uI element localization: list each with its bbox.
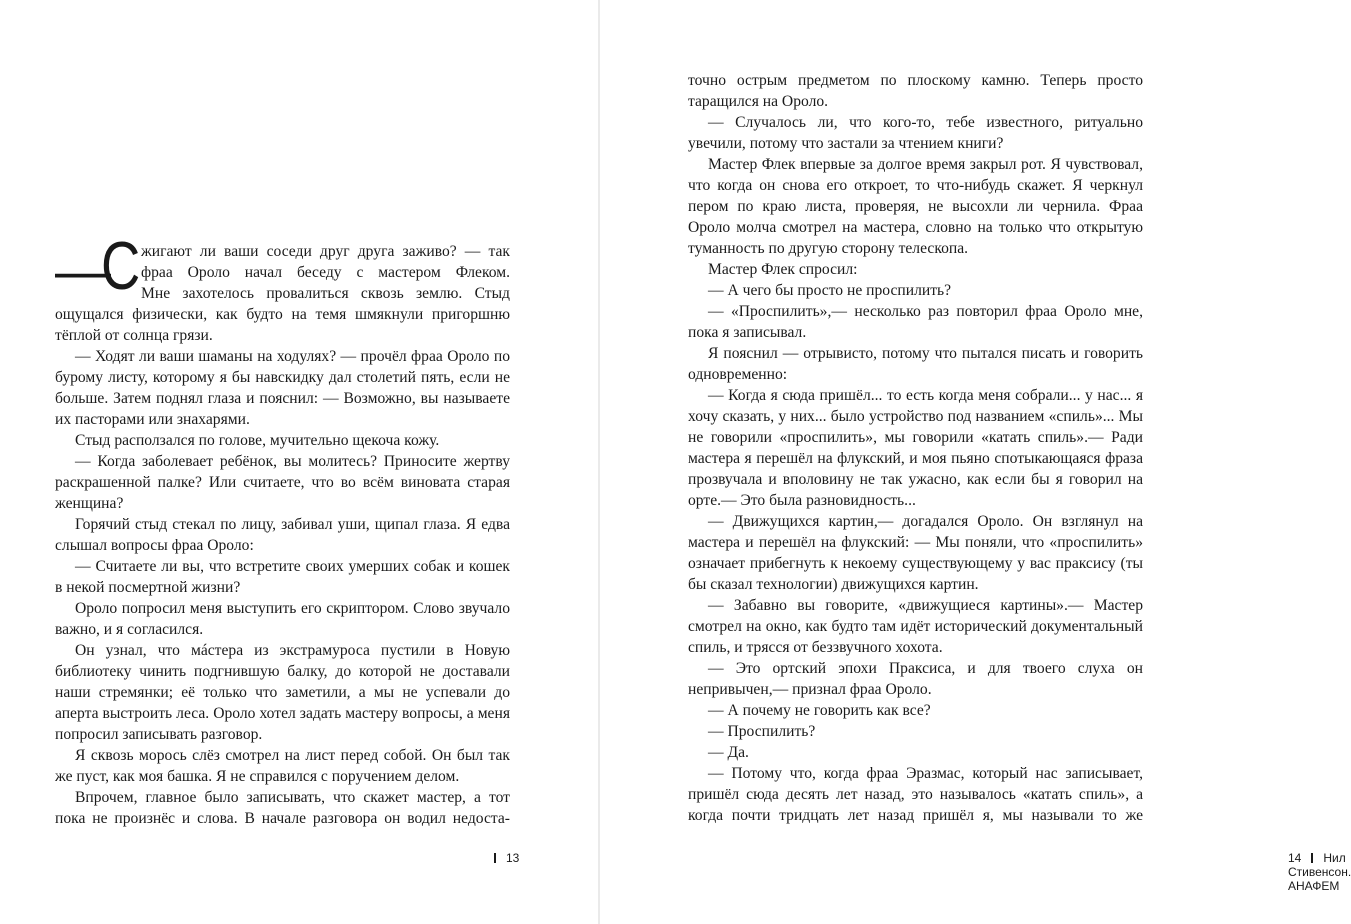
left-page-folio (484, 851, 519, 865)
dropcap-letter: С (101, 228, 141, 304)
dropcap-line-3: Мне захотелось провалиться сквозь землю. Стыд (141, 285, 510, 302)
paragraph: Он узнал, что мáстера из экстрамуроса пустили в Новую библиотеку чинить подгнившую балку, до которой не доставали наши стремянки; её только что заметили, а мы не успевали до аперта выстроить леса. Ороло хотел задать мастеру вопросы, а меня попросил записывать разговор. (55, 642, 510, 743)
dropcap-line-2: фраа Ороло начал беседу с мастером Флеком. (141, 264, 510, 281)
right-page-text (688, 70, 1143, 826)
left-page (0, 0, 598, 924)
paragraph: — Движущихся картин,— догадался Ороло. Он взглянул на мастера и перешёл на флукский: — Мы поняли, что «проспилить» означает прибегнуть к некоему существующему у вас праксису (ты бы сказал технологии) движущихся картин. (688, 513, 1143, 593)
left-page-text (55, 228, 510, 829)
paragraph: Я пояснил — отрывисто, потому что пытался писать и говорить одновременно: (688, 345, 1143, 383)
page-number: 14 (1288, 851, 1302, 865)
paragraph: Впрочем, главное было записывать, что скажет мастер, а тот пока не произнёс и слова. В начале разговора он водил недоста- (55, 789, 510, 827)
paragraph: — Когда я сюда пришёл... то есть когда меня собрали... у нас... я хочу сказать, у них... было устройство под названием «спиль»... Мы не говорили «проспилить», мы говорили «катать спиль».— Ради мастера я перешёл на флукский, и моя пьяно спотыкающаяся фраза прозвучала и вполовину не так ужасно, как если бы я говорил на орте.— Это была разновидность... (688, 387, 1143, 509)
paragraph: — Да. (708, 744, 749, 761)
paragraph: Стыд расползался по голове, мучительно щекоча кожу. (75, 432, 440, 449)
paragraph: — Забавно вы говорите, «движущиеся картины».— Мастер смотрел на окно, как будто там идёт исторический документальный спиль, и трясся от беззвучного хохота. (688, 597, 1143, 656)
right-page-folio (1288, 851, 1351, 893)
paragraph-continuation: ощущался физически, как будто на темя шмякнули пригоршню тёплой от солнца грязи. (55, 306, 510, 344)
paragraph: — Случалось ли, что кого-то, тебе известного, ритуально увечили, потому что застали за чтением книги? (688, 114, 1143, 152)
paragraph: Ороло попросил меня выступить его скриптором. Слово звучало важно, и я согласился. (55, 600, 510, 638)
paragraph: — Ходят ли ваши шаманы на ходулях? — прочёл фраа Ороло по бурому листу, которому я бы навскидку дал столетий пять, если не больше. Затем поднял глаза и пояснил: — Возможно, вы называете их пасторами или знахарями. (55, 348, 510, 428)
paragraph-continuation: точно острым предметом по плоскому камню. Теперь просто таращился на Ороло. (688, 72, 1143, 110)
paragraph: — Когда заболевает ребёнок, вы молитесь? Приносите жертву раскрашенной палке? Или считаете, что во всём виновата старая женщина? (55, 453, 510, 512)
paragraph: — Потому что, когда фраа Эразмас, который нас записывает, пришёл сюда десять лет назад, это называлось «катать спиль», а когда почти тридцать лет назад пришёл я, мы называли то же (688, 765, 1143, 824)
paragraph: — А чего бы просто не проспилить? (708, 282, 952, 299)
paragraph: Мастер Флек впервые за долгое время закрыл рот. Я чувствовал, что когда он снова его откроет, то что-нибудь скажет. Я черкнул пером по краю листа, проверяя, не высохли ли чернила. Фраа Ороло молча смотрел на мастера, словно на только что открытую туманность по другую сторону телескопа. (688, 156, 1143, 257)
dropcap-dash: — (55, 239, 111, 302)
paragraph: — «Проспилить»,— несколько раз повторил фраа Ороло мне, пока я записывал. (688, 303, 1143, 341)
dropcap-lines (141, 241, 510, 304)
right-page (600, 0, 1351, 924)
dropcap-block (55, 228, 510, 304)
running-head: Нил Стивенсон. АНАФЕМ (1288, 851, 1351, 893)
paragraph: — Считаете ли вы, что встретите своих умерших собак и кошек в некой посмертной жизни? (55, 558, 510, 596)
folio-separator (1311, 853, 1313, 863)
folio-separator (494, 853, 496, 863)
paragraph: Горячий стыд стекал по лицу, забивал уши, щипал глаза. Я едва слышал вопросы фраа Ороло: (55, 516, 510, 554)
page-number: 13 (506, 851, 520, 865)
paragraph: Я сквозь морось слёз смотрел на лист перед собой. Он был так же пуст, как моя башка. Я не справился с поручением делом. (55, 747, 510, 785)
paragraph: — Это ортский эпохи Праксиса, и для твоего слуха он непривычен,— признал фраа Ороло. (688, 660, 1143, 698)
paragraph: Мастер Флек спросил: (708, 261, 858, 278)
paragraph: — А почему не говорить как все? (708, 702, 931, 719)
dropcap-line-1: жигают ли ваши соседи друг друга заживо? — так (141, 243, 510, 260)
paragraph: — Проспилить? (708, 723, 816, 740)
